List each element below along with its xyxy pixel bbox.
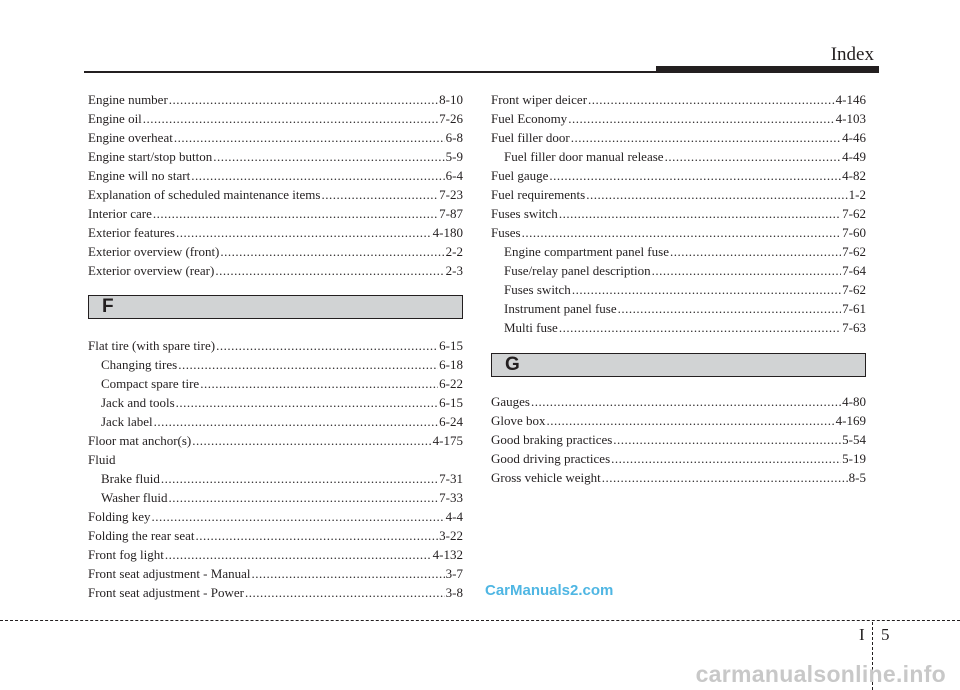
index-entry-page: 7-23: [439, 187, 463, 202]
dot-leader: [665, 147, 842, 166]
dot-leader: [251, 564, 444, 583]
section-letter-bar-f: [88, 295, 463, 319]
index-entry[interactable]: [491, 468, 866, 487]
page-header-title: Index: [830, 44, 874, 65]
index-entry[interactable]: [491, 204, 866, 223]
index-entry[interactable]: [491, 449, 866, 468]
index-entry[interactable]: [88, 469, 463, 488]
index-entry-term: Fuses switch: [491, 206, 558, 221]
index-entry-term: Front fog light: [88, 547, 164, 562]
index-entry-term: Engine number: [88, 92, 168, 107]
index-group-g: [491, 392, 866, 487]
dot-leader: [168, 488, 438, 507]
index-entry[interactable]: [88, 583, 463, 602]
index-entry[interactable]: [491, 411, 866, 430]
index-entry-page: 2-3: [445, 263, 463, 278]
dot-leader: [174, 128, 445, 147]
index-entry-page: 7-64: [842, 263, 866, 278]
dot-leader: [200, 374, 438, 393]
dot-leader: [522, 223, 842, 242]
index-entry[interactable]: [88, 147, 463, 166]
dot-leader: [220, 242, 444, 261]
index-entry[interactable]: [88, 374, 463, 393]
index-entry-term: Good braking practices: [491, 432, 613, 447]
index-entry-page: 7-62: [842, 282, 866, 297]
index-entry-page: 4-146: [835, 92, 866, 107]
dot-leader: [215, 261, 444, 280]
dot-leader: [588, 90, 835, 109]
index-entry-page: 4-4: [445, 509, 463, 524]
index-entry[interactable]: [491, 392, 866, 411]
index-entry-term: Glove box: [491, 413, 546, 428]
index-entry[interactable]: [88, 355, 463, 374]
index-entry[interactable]: [88, 261, 463, 280]
dot-leader: [652, 261, 842, 280]
index-entry-term: Fuses: [491, 225, 521, 240]
index-entry-term: Front wiper deicer: [491, 92, 588, 107]
carmanuals-watermark[interactable]: CarManuals2.com: [485, 582, 614, 599]
dot-leader: [191, 166, 444, 185]
index-entry-page: 7-87: [439, 206, 463, 221]
index-entry-term: Engine will no start: [88, 168, 191, 183]
index-entry-page: 4-49: [842, 149, 866, 164]
index-entry-term: Fuses switch: [504, 282, 571, 297]
index-entry-term: Fuel filler door: [491, 130, 570, 145]
index-entry-page: 5-19: [842, 451, 866, 466]
index-entry[interactable]: [491, 185, 866, 204]
index-entry-page: 8-5: [848, 470, 866, 485]
index-entry-page: 7-62: [842, 244, 866, 259]
index-entry-page: 6-22: [439, 376, 463, 391]
index-entry-page: 4-175: [432, 433, 463, 448]
index-entry-page: 3-7: [445, 566, 463, 581]
dot-leader: [176, 393, 439, 412]
index-entry-term: Engine start/stop button: [88, 149, 213, 164]
index-entry[interactable]: [88, 412, 463, 431]
index-entry-page: 4-132: [432, 547, 463, 562]
dot-leader: [568, 109, 834, 128]
index-entry-term: Engine oil: [88, 111, 142, 126]
dot-leader: [153, 204, 438, 223]
index-entry-term: Fuel gauge: [491, 168, 549, 183]
index-entry[interactable]: [491, 280, 866, 299]
index-entry[interactable]: [491, 318, 866, 337]
index-entry-page: 4-169: [835, 413, 866, 428]
index-entry[interactable]: [88, 507, 463, 526]
dot-leader: [192, 431, 431, 450]
dot-leader: [559, 204, 841, 223]
dot-leader: [531, 392, 841, 411]
index-entry-page: 4-82: [842, 168, 866, 183]
index-entry[interactable]: [88, 109, 463, 128]
index-entry[interactable]: [88, 488, 463, 507]
index-entry-term: Folding the rear seat: [88, 528, 195, 543]
dot-leader: [178, 355, 438, 374]
index-entry-term: Fuel Economy: [491, 111, 568, 126]
index-entry[interactable]: [88, 204, 463, 223]
index-entry[interactable]: [491, 128, 866, 147]
index-entry-term: Multi fuse: [504, 320, 558, 335]
index-entry-page: 4-46: [842, 130, 866, 145]
index-entry-term: Brake fluid: [101, 471, 160, 486]
index-entry-page: 4-103: [835, 111, 866, 126]
section-letter: F: [102, 296, 114, 317]
dot-leader: [602, 468, 848, 487]
index-group-e: [88, 90, 463, 280]
index-entry[interactable]: [88, 564, 463, 583]
index-entry-page: 6-18: [439, 357, 463, 372]
index-entry-page: 5-54: [842, 432, 866, 447]
index-entry-term: Fluid: [88, 452, 116, 467]
dot-leader: [321, 185, 438, 204]
index-entry-page: 6-8: [445, 130, 463, 145]
index-group-f-right: [491, 90, 866, 337]
index-entry-term: Engine overheat: [88, 130, 173, 145]
index-entry-term: Compact spare tire: [101, 376, 200, 391]
index-entry[interactable]: [491, 261, 866, 280]
index-entry-page: 7-26: [439, 111, 463, 126]
index-entry-page: 6-15: [439, 338, 463, 353]
index-entry-term: Engine compartment panel fuse: [504, 244, 669, 259]
dot-leader: [549, 166, 841, 185]
dot-leader: [586, 185, 847, 204]
index-entry-term: Interior care: [88, 206, 152, 221]
index-entry-term: Good driving practices: [491, 451, 611, 466]
index-column-left: [88, 90, 463, 602]
dot-leader: [169, 90, 438, 109]
index-entry-page: 6-4: [445, 168, 463, 183]
index-entry-term: Front seat adjustment - Power: [88, 585, 244, 600]
dot-leader: [245, 583, 445, 602]
dot-leader: [547, 411, 835, 430]
index-entry[interactable]: [88, 545, 463, 564]
index-entry-page: 7-33: [439, 490, 463, 505]
index-entry-term: Jack and tools: [101, 395, 175, 410]
index-entry-term: Floor mat anchor(s): [88, 433, 192, 448]
index-entry-term: Front seat adjustment - Manual: [88, 566, 251, 581]
index-entry[interactable]: [491, 242, 866, 261]
dot-leader: [176, 223, 432, 242]
index-group-f-left: [88, 336, 463, 602]
index-entry-term: Fuel filler door manual release: [504, 149, 664, 164]
index-entry[interactable]: [88, 450, 463, 469]
header-rule-accent: [656, 66, 879, 73]
index-entry[interactable]: [88, 242, 463, 261]
page-number: 5: [881, 625, 890, 644]
dot-leader: [559, 318, 841, 337]
index-entry-page: 4-80: [842, 394, 866, 409]
index-entry[interactable]: [88, 128, 463, 147]
index-entry-page: 4-180: [432, 225, 463, 240]
section-letter: G: [505, 354, 520, 375]
index-entry[interactable]: [88, 223, 463, 242]
index-entry-page: 7-63: [842, 320, 866, 335]
index-entry-page: 2-2: [445, 244, 463, 259]
index-entry-term: Changing tires: [101, 357, 178, 372]
index-entry-term: Jack label: [101, 414, 153, 429]
dot-leader: [611, 449, 841, 468]
dot-leader: [161, 469, 438, 488]
index-entry-term: Flat tire (with spare tire): [88, 338, 216, 353]
dot-leader: [151, 507, 444, 526]
index-entry[interactable]: [88, 185, 463, 204]
index-entry[interactable]: [491, 299, 866, 318]
footer-section-label: I: [859, 625, 865, 644]
dot-leader: [165, 545, 432, 564]
dot-leader: [213, 147, 444, 166]
index-entry-page: 8-10: [439, 92, 463, 107]
section-letter-bar-g: [491, 353, 866, 377]
dot-leader: [196, 526, 439, 545]
index-entry-page: 5-9: [445, 149, 463, 164]
dot-leader: [143, 109, 438, 128]
index-entry[interactable]: [491, 166, 866, 185]
index-entry-term: Fuel requirements: [491, 187, 586, 202]
index-entry-term: Fuse/relay panel description: [504, 263, 651, 278]
index-entry-page: 7-62: [842, 206, 866, 221]
index-entry-page: 7-61: [842, 301, 866, 316]
dot-leader: [618, 299, 842, 318]
dot-leader: [216, 336, 438, 355]
index-entry-page: 1-2: [848, 187, 866, 202]
dot-leader: [571, 128, 841, 147]
index-entry-page: 3-22: [439, 528, 463, 543]
index-entry-term: Gross vehicle weight: [491, 470, 601, 485]
site-watermark[interactable]: carmanualsonline.info: [695, 661, 946, 687]
index-entry[interactable]: [88, 336, 463, 355]
index-entry-term: Exterior features: [88, 225, 175, 240]
index-entry-term: Folding key: [88, 509, 151, 524]
dot-leader: [154, 412, 439, 431]
index-entry-page: 3-8: [445, 585, 463, 600]
index-entry[interactable]: [491, 430, 866, 449]
index-entry[interactable]: [88, 526, 463, 545]
index-entry-term: Exterior overview (front): [88, 244, 220, 259]
index-column-right: [491, 90, 866, 487]
index-entry[interactable]: [88, 166, 463, 185]
dot-leader: [613, 430, 841, 449]
index-entry[interactable]: [491, 109, 866, 128]
index-entry[interactable]: [491, 147, 866, 166]
index-entry-page: 6-15: [439, 395, 463, 410]
dot-leader: [572, 280, 841, 299]
index-entry-term: Gauges: [491, 394, 530, 409]
index-entry[interactable]: [491, 90, 866, 109]
index-entry-term: Instrument panel fuse: [504, 301, 617, 316]
dot-leader: [670, 242, 841, 261]
index-entry-term: Washer fluid: [101, 490, 168, 505]
index-entry[interactable]: [88, 90, 463, 109]
index-entry-page: 6-24: [439, 414, 463, 429]
index-entry-page: 7-31: [439, 471, 463, 486]
index-entry-term: Exterior overview (rear): [88, 263, 215, 278]
footer-dashed-rule: [0, 620, 960, 621]
index-entry-term: Explanation of scheduled maintenance items: [88, 187, 321, 202]
index-entry[interactable]: [88, 393, 463, 412]
index-entry[interactable]: [491, 223, 866, 242]
index-entry-page: 7-60: [842, 225, 866, 240]
index-entry[interactable]: [88, 431, 463, 450]
